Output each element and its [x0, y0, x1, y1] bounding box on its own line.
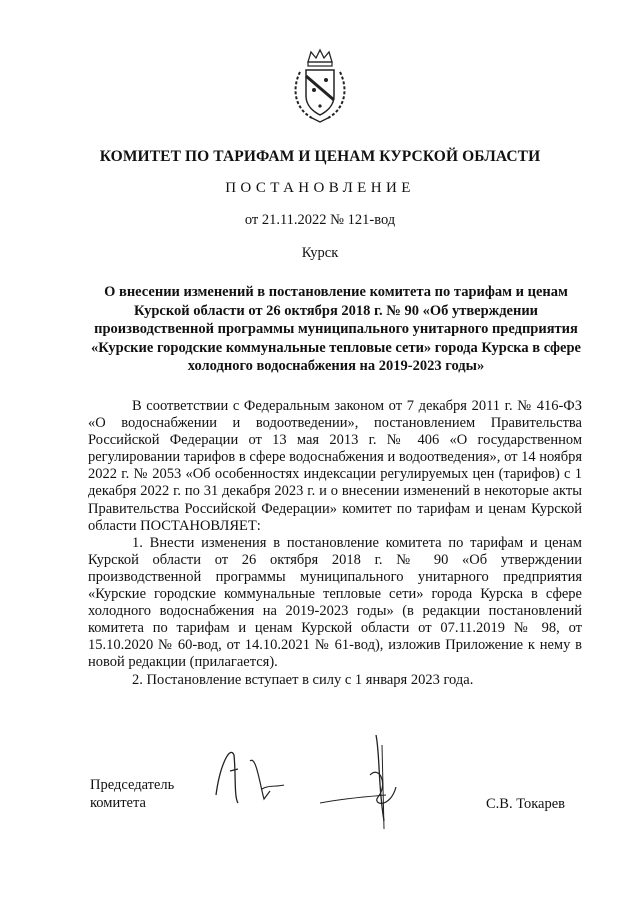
signatory-title — [90, 776, 174, 812]
organization-name: КОМИТЕТ ПО ТАРИФАМ И ЦЕНАМ КУРСКОЙ ОБЛАСТИ — [99, 148, 541, 165]
coat-of-arms-icon — [290, 48, 350, 124]
resolution-item-2: 2. Постановление вступает в силу с 1 января 2023 года. — [132, 671, 474, 688]
document-body — [88, 398, 582, 689]
handwritten-signature — [200, 725, 420, 835]
preamble-paragraph: В соответствии с Федеральным законом от 7 декабря 2011 г. № 416-ФЗ «О водоснабжении и водоотведении», постановлением Правительства Российской Федерации от 13 мая 2013 г. № 406 «О государственном регулировании тарифов в сфере водоснабжения и водоотведения», от 14 ноября 2022 г. № 2053 «Об особенностях индексации регулируемых цен (тарифов) с 1 декабря 2022 г. по 31 декабря 2023 г. и о внесении изменений в некоторые акты Правительства Российской Федерации» комитет по тарифам и ценам Курской области ПОСТАНОВЛЯЕТ: — [88, 398, 582, 534]
document-type: ПОСТАНОВЛЕНИЕ — [225, 180, 415, 196]
document-city: Курск — [301, 245, 339, 261]
document-date-number: от 21.11.2022 № 121-вод — [244, 212, 396, 228]
resolution-item-1: 1. Внести изменения в постановление комитета по тарифам и ценам Курской области от 26 октября 2018 г. № 90 «Об утверждении производственной программы муниципального унитарного предприятия «Курские городские коммунальные тепловые сети» города Курска в сфере холодного водоснабжения на 2019-2023 годы» (в редакции постановлений комитета по тарифам и ценам Курской области от 07.11.2019 № 98, от 15.10.2020 № 60-вод, от 14.10.2021 № 61-вод), изложив Приложение к нему в новой редакции (прилагается). — [88, 534, 582, 671]
document-subject: О внесении изменений в постановление комитета по тарифам и ценам Курской области от 26 октября 2018 г. № 90 «Об утверждении производственной программы муниципального унитарного предприятия «Курские городские коммунальные тепловые сети» города Курска в сфере холодного водоснабжения на 2019-2023 годы» — [91, 284, 581, 374]
signatory-title-line-2: комитета — [90, 795, 146, 811]
signatory-name: С.В. Токарев — [486, 796, 566, 812]
signatory-title-line-1: Председатель — [90, 777, 175, 793]
